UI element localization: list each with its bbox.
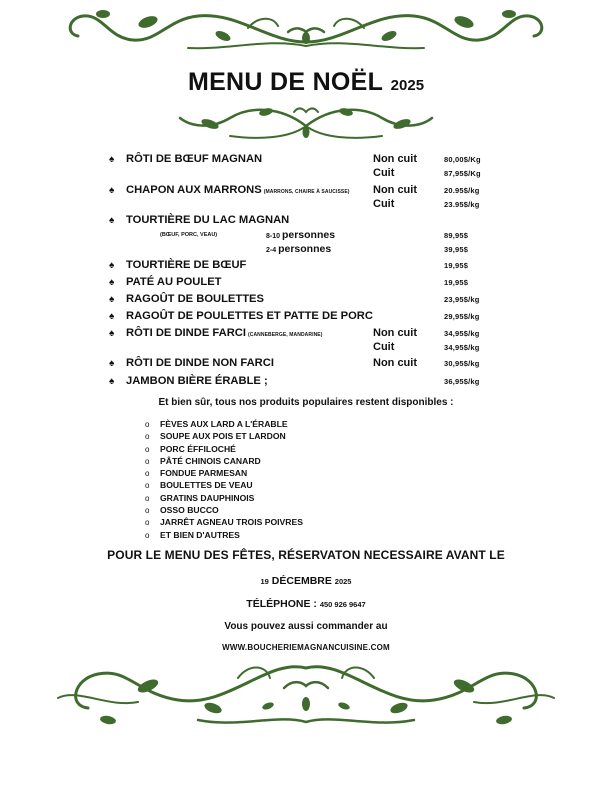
item-price: 39,95$	[444, 245, 469, 254]
item-price: 29,95$/kg	[444, 312, 480, 321]
menu-title-year: 2025	[390, 77, 425, 94]
portion-size: 2-4 personnes	[266, 243, 332, 255]
menu-item	[0, 259, 612, 275]
menu-item	[0, 357, 612, 373]
item-condition: Non cuit	[373, 153, 417, 165]
list-item: o SOUPE AUX POIS ET LARDON	[145, 431, 286, 442]
menu-title-text: MENU DE NOËL	[187, 68, 384, 96]
reservation-date: 19 DÉCEMBRE 2025	[260, 575, 352, 587]
circle-bullet-icon: o	[145, 420, 150, 429]
list-item: o GRATINS DAUPHINOIS	[145, 492, 255, 503]
spade-icon: ♠	[109, 215, 115, 226]
list-item: o ET BIEN D'AUTRES	[145, 529, 240, 540]
item-name: RÔTI DE DINDE FARCI (CANNEBERGE, MANDARINE)	[126, 327, 323, 339]
item-name: RÔTI DE DINDE NON FARCI	[126, 357, 274, 369]
circle-bullet-icon: o	[145, 518, 150, 528]
item-price: 34,95$/kg	[444, 343, 480, 352]
list-item: o FÈVES AUX LARD A L'ÉRABLE	[145, 419, 288, 429]
item-name: RAGOÛT DE POULETTES ET PATTE DE PORC	[126, 310, 373, 322]
spade-icon: ♠	[109, 154, 115, 165]
menu-item	[0, 214, 612, 230]
item-condition: Cuit	[373, 341, 395, 353]
tourtiere-option	[0, 243, 612, 259]
menu-title	[0, 68, 612, 97]
list-item: o FONDUE PARMESAN	[145, 468, 248, 479]
list-item: o PÂTÉ CHINOIS CANARD	[145, 455, 261, 466]
item-name: CHAPON AUX MARRONS (MARRONS, CHAIRE À SAUCISSE)	[126, 184, 350, 196]
list-item: o JARRÊT AGNEAU TROIS POIVRES	[145, 517, 303, 528]
circle-bullet-icon: o	[145, 506, 150, 516]
spade-icon: ♠	[109, 328, 115, 339]
list-item: o PORC ÉFFILOCHÉ	[145, 443, 236, 454]
phone-number: 450 926 9647	[319, 600, 366, 609]
menu-item	[0, 310, 612, 326]
popular-heading: Et bien sûr, tous nos produits populaires restent disponibles :	[158, 397, 454, 408]
top-ornament	[48, 2, 564, 54]
reservation-notice: POUR LE MENU DES FÊTES, RÉSERVATON NECESSAIRE AVANT LE	[107, 548, 505, 562]
item-name: RÔTI DE BŒUF MAGNAN	[126, 153, 263, 165]
item-price: 34,95$/kg	[444, 329, 480, 338]
popular-products-list	[145, 419, 303, 542]
list-item: o OSSO BUCCO	[145, 505, 219, 516]
circle-bullet-icon: o	[145, 493, 150, 503]
spade-icon: ♠	[109, 294, 115, 305]
phone-label: TÉLÉPHONE :	[246, 598, 317, 610]
spade-icon: ♠	[109, 277, 115, 288]
spade-icon: ♠	[109, 185, 115, 196]
item-condition: Non cuit	[373, 184, 417, 196]
order-text: Vous pouvez aussi commander au	[224, 621, 388, 632]
item-name: JAMBON BIÈRE ÉRABLE ;	[126, 375, 268, 387]
menu-item	[0, 276, 612, 292]
item-price: 87,95$/Kg	[444, 169, 481, 178]
item-condition: Cuit	[373, 198, 395, 210]
item-price: 19,95$	[444, 261, 469, 270]
spade-icon: ♠	[109, 376, 115, 387]
spade-icon: ♠	[109, 311, 115, 322]
item-name: RAGOÛT DE BOULETTES	[126, 293, 264, 305]
item-price: 20.95$/kg	[444, 186, 480, 195]
circle-bullet-icon: o	[145, 444, 150, 454]
item-note: (CANNEBERGE, MANDARINE)	[247, 332, 323, 338]
circle-bullet-icon: o	[145, 432, 150, 442]
menu-item	[0, 375, 612, 391]
item-condition: Non cuit	[373, 327, 417, 339]
menu-item	[0, 293, 612, 309]
menu-item-line	[0, 167, 612, 183]
item-price: 19,95$	[444, 278, 469, 287]
list-item: o BOULETTES DE VEAU	[145, 480, 253, 491]
item-note: (MARRONS, CHAIRE À SAUCISSE)	[263, 189, 350, 195]
item-price: 23,95$/kg	[444, 295, 480, 304]
circle-bullet-icon: o	[145, 481, 150, 491]
portion-size: 8-10 personnes	[266, 229, 336, 241]
menu-item-line	[0, 341, 612, 357]
spade-icon: ♠	[109, 260, 115, 271]
item-condition: Cuit	[373, 167, 395, 179]
menu-item-line	[0, 198, 612, 214]
item-price: 80,00$/Kg	[444, 155, 481, 164]
website-link[interactable]: WWW.BOUCHERIEMAGNANCUISINE.COM	[222, 643, 390, 652]
circle-bullet-icon: o	[145, 456, 150, 466]
item-price: 23.95$/kg	[444, 200, 480, 209]
item-name: TOURTIÈRE DE BŒUF	[126, 259, 247, 271]
item-name: TOURTIÈRE DU LAC MAGNAN	[126, 214, 290, 226]
item-price: 89,95$	[444, 231, 469, 240]
item-price: 30,95$/kg	[444, 359, 480, 368]
item-price: 36,95$/kg	[444, 377, 480, 386]
bottom-ornament	[48, 648, 564, 732]
title-ornament	[170, 96, 442, 146]
item-condition: Non cuit	[373, 357, 417, 369]
circle-bullet-icon: o	[145, 530, 150, 540]
item-note: (BŒUF, PORC, VEAU)	[160, 232, 218, 238]
item-name: PATÉ AU POULET	[126, 276, 222, 288]
circle-bullet-icon: o	[145, 469, 150, 479]
spade-icon: ♠	[109, 358, 115, 369]
phone-line	[0, 598, 612, 610]
